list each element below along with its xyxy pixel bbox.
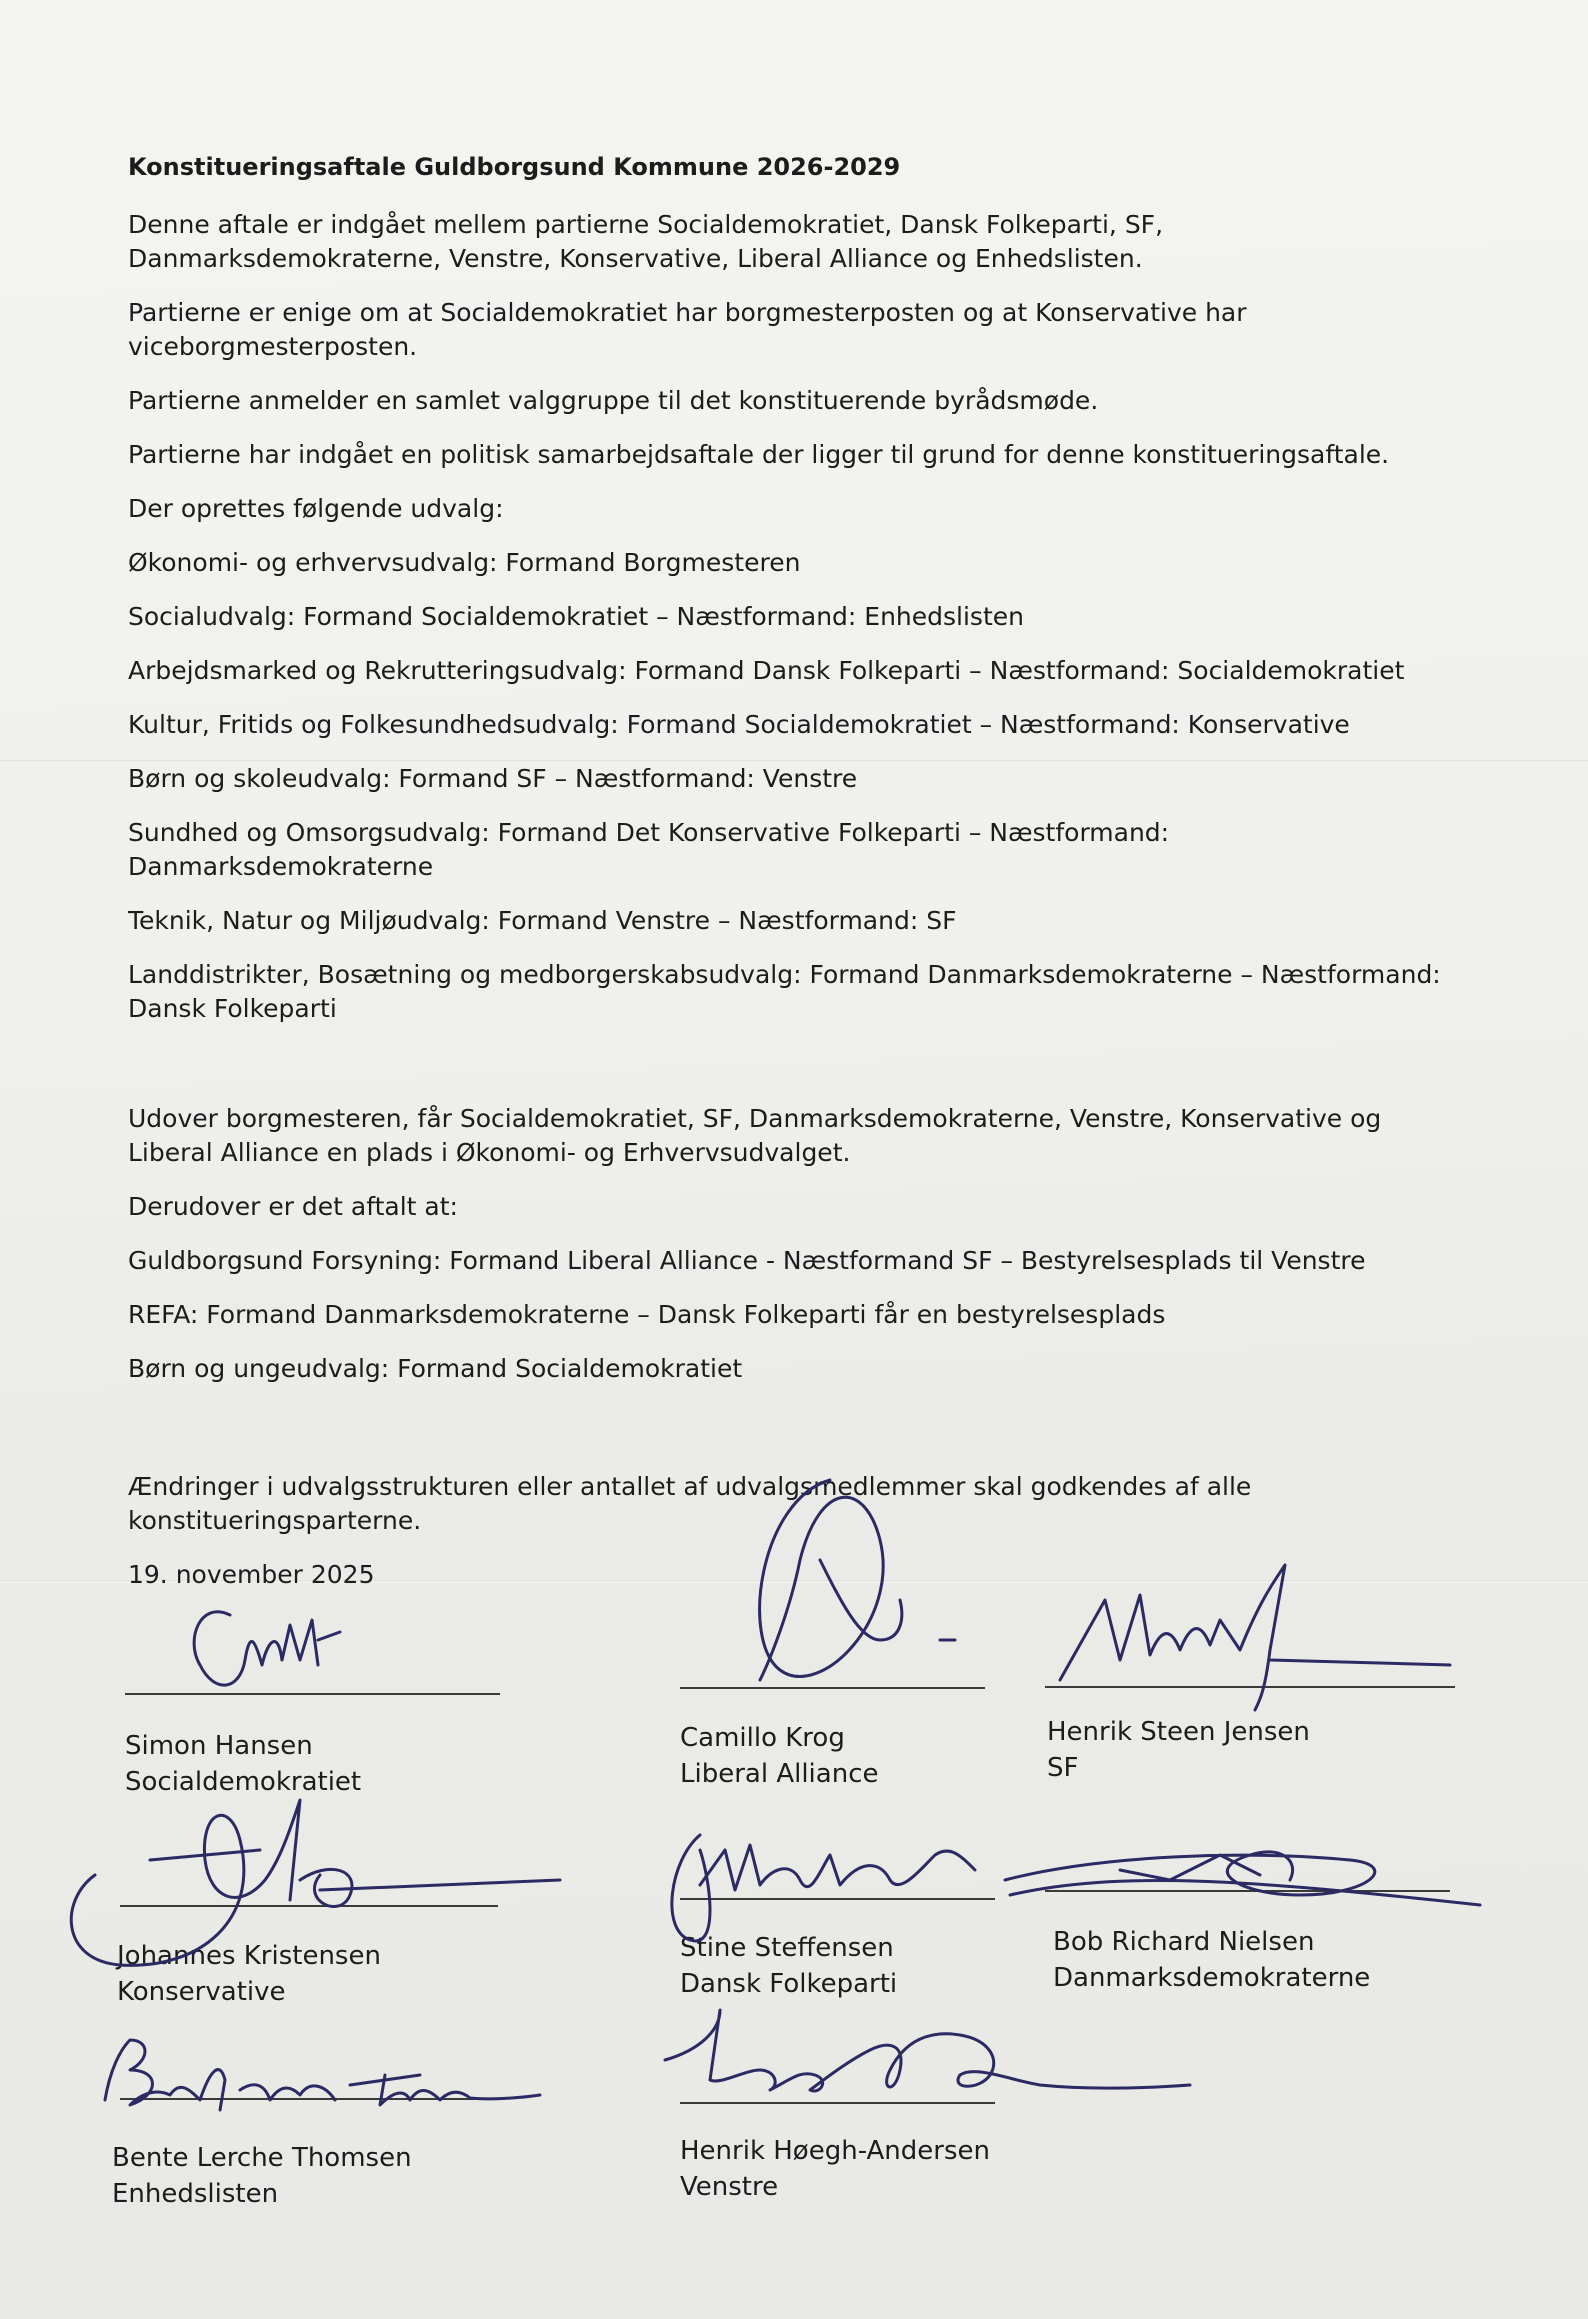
paragraph: Der oprettes følgende udvalg: <box>128 494 504 523</box>
paragraph: Derudover er det aftalt at: <box>128 1192 458 1221</box>
signature-line <box>1045 1890 1450 1892</box>
signatory-henrik-hoegh-andersen <box>680 2133 990 2205</box>
committee-line: Børn og skoleudvalg: Formand SF – Næstformand: Venstre <box>128 764 858 793</box>
paragraph: Partierne har indgået en politisk samarbejdsaftale der ligger til grund for denne konstitueringsaftale. <box>128 440 1390 469</box>
signatory-stine-steffensen <box>680 1930 897 2002</box>
agreement-line: Børn og ungeudvalg: Formand Socialdemokratiet <box>128 1354 743 1383</box>
signatory-name: Simon Hansen <box>125 1731 313 1761</box>
signature-line <box>680 2102 995 2104</box>
signature-line <box>125 1693 500 1695</box>
signature-scribble <box>672 1835 975 1941</box>
signature-scribble <box>1005 1852 1480 1905</box>
signatory-henrik-steen-jensen <box>1047 1714 1310 1786</box>
signatory-party: Danmarksdemokraterne <box>1053 1963 1371 1993</box>
paragraph: Denne aftale er indgået mellem partierne Socialdemokratiet, Dansk Folkeparti, SF, Danmarksdemokraterne, Venstre, Konservative, Liberal Alliance og Enhedslisten. <box>128 210 1164 273</box>
signature-line <box>680 1687 985 1689</box>
paragraph: Partierne anmelder en samlet valggruppe til det konstituerende byrådsmøde. <box>128 386 1099 415</box>
committee-line: Landdistrikter, Bosætning og medborgerskabsudvalg: Formand Danmarksdemokraterne – Næstformand: Dansk Folkeparti <box>128 960 1441 1023</box>
document-title: Konstitueringsaftale Guldborgsund Kommune 2026-2029 <box>128 153 901 181</box>
signatory-party: Dansk Folkeparti <box>680 1969 898 1999</box>
signatory-party: SF <box>1047 1753 1079 1783</box>
committee-line: Teknik, Natur og Miljøudvalg: Formand Venstre – Næstformand: SF <box>128 906 957 935</box>
signatory-camillo-krog <box>680 1720 878 1792</box>
signatory-name: Henrik Høegh-Andersen <box>680 2136 990 2166</box>
document-date: 19. november 2025 <box>128 1560 375 1589</box>
signatory-name: Johannes Kristensen <box>117 1941 381 1971</box>
signatory-name: Henrik Steen Jensen <box>1047 1717 1310 1747</box>
signatory-party: Enhedslisten <box>112 2179 279 2209</box>
agreement-line: Guldborgsund Forsyning: Formand Liberal Alliance - Næstformand SF – Bestyrelsesplads til Venstre <box>128 1246 1366 1275</box>
signature-line <box>680 1898 995 1900</box>
signature-line <box>120 2098 500 2100</box>
signature-line <box>1045 1686 1455 1688</box>
committee-line: Sundhed og Omsorgsudvalg: Formand Det Konservative Folkeparti – Næstformand: Danmarksdemokraterne <box>128 818 1170 881</box>
agreement-line: REFA: Formand Danmarksdemokraterne – Dansk Folkeparti får en bestyrelsesplads <box>128 1300 1166 1329</box>
closing-paragraph: Ændringer i udvalgsstrukturen eller antallet af udvalgsmedlemmer skal godkendes af alle konstitueringsparterne. <box>128 1472 1252 1535</box>
signatory-bente-lerche-thomsen <box>112 2140 412 2212</box>
signatory-bob-richard-nielsen <box>1053 1924 1370 1996</box>
signature-scribble <box>1060 1565 1450 1710</box>
committee-line: Socialudvalg: Formand Socialdemokratiet – Næstformand: Enhedslisten <box>128 602 1024 631</box>
signatory-party: Socialdemokratiet <box>125 1767 362 1797</box>
signature-scribble <box>665 2010 1190 2091</box>
signatory-johannes-kristensen <box>117 1938 381 2010</box>
committee-line: Arbejdsmarked og Rekrutteringsudvalg: Formand Dansk Folkeparti – Næstformand: Socialdemokratiet <box>128 656 1405 685</box>
signature-scribble <box>760 1480 955 1680</box>
signature-scribble <box>194 1612 340 1685</box>
signatory-name: Bente Lerche Thomsen <box>112 2143 412 2173</box>
signatory-party: Konservative <box>117 1977 286 2007</box>
committee-line: Kultur, Fritids og Folkesundhedsudvalg: Formand Socialdemokratiet – Næstformand: Konservative <box>128 710 1350 739</box>
signatory-party: Liberal Alliance <box>680 1759 879 1789</box>
signatory-name: Stine Steffensen <box>680 1933 894 1963</box>
signatory-party: Venstre <box>680 2172 779 2202</box>
signatory-name: Camillo Krog <box>680 1723 845 1753</box>
paragraph: Partierne er enige om at Socialdemokratiet har borgmesterposten og at Konservative har viceborgmesterposten. <box>128 298 1247 361</box>
signatory-simon-hansen <box>125 1728 361 1800</box>
signatory-name: Bob Richard Nielsen <box>1053 1927 1315 1957</box>
paragraph: Udover borgmesteren, får Socialdemokratiet, SF, Danmarksdemokraterne, Venstre, Konservative og Liberal Alliance en plads i Økonomi- og Erhvervsudvalget. <box>128 1104 1382 1167</box>
committee-line: Økonomi- og erhvervsudvalg: Formand Borgmesteren <box>128 548 801 577</box>
signature-line <box>120 1905 498 1907</box>
